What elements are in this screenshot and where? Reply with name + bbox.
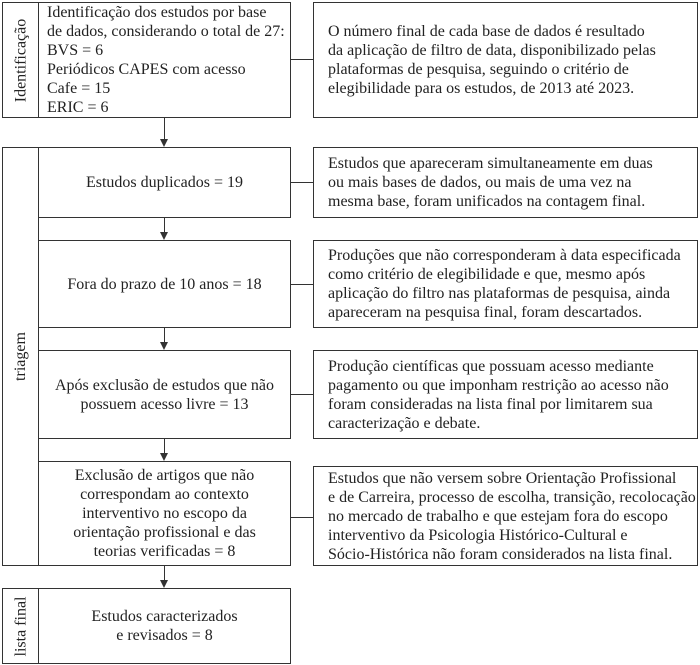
text-line: plataformas de pesquisa, seguindo o critério de [328, 61, 629, 78]
text-line: elegibilidade para os estudos, de 2013 até 2023. [328, 80, 635, 97]
connector [291, 59, 313, 60]
arrow-head-icon [160, 232, 168, 240]
stage-label: triagem [12, 332, 29, 381]
connector [291, 517, 313, 518]
text-line: Estudos que não versem sobre Orientação Profissional [328, 469, 677, 487]
stage-identificacao [2, 2, 39, 118]
arrow-head-icon [160, 580, 168, 588]
text-line: Identificação dos estudos por base [47, 4, 267, 21]
arrow-head-icon [160, 342, 168, 350]
text-line: teorias verificadas = 8 [93, 543, 236, 560]
text-line: interventivo da Psicologia Histórico-Cultural e [328, 526, 628, 544]
arrow-line [164, 328, 165, 343]
text-line: apareceram na pesquisa final, foram descartados. [328, 304, 643, 321]
text-line: interventivo no escopo da [82, 505, 247, 522]
text-line: no mercado de trabalho e que estejam fora do escopo [328, 507, 668, 525]
text-line: mesma base, foram unificados na contagem final. [328, 193, 646, 210]
text-line: ou mais bases de dados, ou mais de uma vez na [328, 174, 632, 191]
text-line: Cafe = 15 [47, 80, 111, 97]
text-line: O número final de cada base de dados é resultado [328, 23, 645, 40]
stage-lista-final [2, 588, 39, 664]
text-line: ERIC = 6 [47, 99, 109, 116]
note-duplicados [313, 147, 698, 218]
note-identificacao [313, 2, 698, 118]
text-line: aplicação do filtro nas plataformas de pesquisa, ainda [328, 285, 671, 302]
box-final [38, 588, 291, 664]
text-line: pagamento ou que imponham restrição ao acesso não [328, 376, 669, 394]
box-acesso [38, 350, 291, 439]
arrow-line [164, 118, 165, 139]
text-line: Estudos que apareceram simultaneamente em duas [328, 155, 653, 172]
text-line: orientação profissional e das [73, 524, 256, 541]
connector [291, 182, 313, 183]
text-line: Sócio-Histórica não foram considerados na lista final. [328, 545, 673, 563]
arrow-head-icon [160, 139, 168, 147]
note-acesso [313, 350, 698, 439]
text-line: caracterização e debate. [328, 414, 481, 432]
text-line: Exclusão de artigos que não [74, 467, 255, 484]
text-line: Estudos caracterizados [91, 608, 238, 625]
text-line: de dados, considerando o total de 27: [47, 23, 285, 40]
connector [291, 284, 313, 285]
arrow-head-icon [160, 453, 168, 461]
text-line: como critério de elegibilidade e que, mesmo após [328, 266, 646, 283]
connector [291, 394, 313, 395]
text-line: Produção científicas que possuam acesso mediante [328, 357, 654, 375]
arrow-line [164, 218, 165, 233]
arrow-line [164, 439, 165, 454]
box-fora-prazo [38, 240, 291, 328]
text-line: e revisados = 8 [116, 627, 213, 644]
stage-triagem [2, 147, 39, 566]
note-fora-prazo [313, 240, 698, 328]
box-duplicados [38, 147, 291, 218]
text-line: Estudos duplicados = 19 [85, 174, 243, 191]
note-contexto [313, 466, 698, 566]
text-line: da aplicação de filtro de data, disponibilizado pelas [328, 42, 656, 59]
text-line: possuem acesso livre = 13 [80, 395, 249, 413]
stage-label: lista final [12, 596, 30, 656]
box-identificacao [38, 2, 291, 118]
text-line: e de Carreira, processo de escolha, transição, recolocação [328, 488, 696, 506]
text-line: Fora do prazo de 10 anos = 18 [67, 275, 262, 293]
text-line: foram consideradas na lista final por limitarem sua [328, 395, 653, 413]
text-line: Após exclusão de estudos que não [54, 376, 275, 394]
text-line: correspondam ao contexto [80, 486, 249, 503]
text-line: Produções que não corresponderam à data especificada [328, 247, 681, 264]
text-line: Periódicos CAPES com acesso [47, 61, 246, 78]
stage-label: Identificação [12, 18, 29, 102]
text-line: BVS = 6 [47, 42, 104, 59]
box-contexto [38, 461, 291, 566]
arrow-line [164, 566, 165, 581]
